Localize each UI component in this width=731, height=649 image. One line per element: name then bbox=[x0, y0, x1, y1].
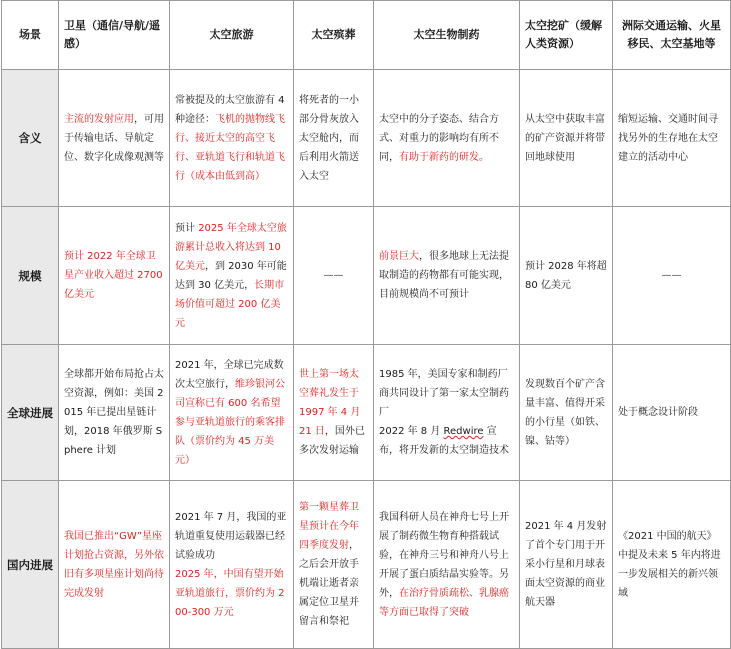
table-row-domestic bbox=[2, 481, 731, 649]
highlight-text: 世上第一场太空葬礼发生于 1997 年 4 月 21 日 bbox=[299, 369, 361, 437]
cell-global-burial bbox=[294, 345, 374, 481]
body-text: 2022 年 8 月 bbox=[379, 426, 444, 437]
highlight-text: 第一颗星葬卫星预计在今年四季度发射 bbox=[299, 502, 359, 551]
highlight-text: 在治疗骨质疏松、乳腺癌等方面已取得了突破 bbox=[379, 587, 509, 618]
cell-domestic-satellite: 我国已推出“GW”星座计划抢占资源，另外依旧有多项星座计划尚待完成发射 bbox=[59, 481, 170, 649]
header-burial: 太空殡葬 bbox=[294, 1, 374, 70]
body-text: 2021 年 7 月，我国的亚轨道重复使用运载器已经试验成功 bbox=[175, 511, 287, 561]
cell-meaning-tourism bbox=[170, 70, 294, 207]
cell-domestic-transport: 《2021 中国的航天》中提及未来 5 年内将进一步发展相关的新兴领域 bbox=[613, 481, 731, 649]
body-text: ，到 2030 年可能达到 30 亿美元， bbox=[175, 260, 287, 291]
cell-meaning-satellite bbox=[59, 70, 170, 207]
body-text: ，国外已多次发射运输 bbox=[299, 426, 365, 456]
highlight-text: 前景巨大 bbox=[379, 251, 419, 262]
body-text-line bbox=[379, 422, 514, 460]
body-text: 太空中的分子姿态、结合方式、对重力的影响均有所不同， bbox=[379, 113, 499, 163]
cell-meaning-mining: 从太空中获取丰富的矿产资源并将带回地球使用 bbox=[520, 70, 613, 207]
body-text: 宣布，将开发新的太空制造技术 bbox=[379, 426, 509, 456]
cell-domestic-burial bbox=[294, 481, 374, 649]
table-row-meaning bbox=[2, 70, 731, 207]
cell-scale-transport: —— bbox=[613, 207, 731, 345]
highlight-text: 飞机的抛物线飞行、接近太空的高空飞行、亚轨道飞行和轨道飞行（成本由低到高） bbox=[175, 113, 285, 182]
header-satellite: 卫星（通信/导航/遥感） bbox=[59, 1, 170, 70]
body-text: ，很多地球上无法提取制造的药物都有可能实现，目前规模尚不可预计 bbox=[379, 251, 509, 300]
header-scene: 场景 bbox=[2, 1, 59, 70]
cell-meaning-pharma bbox=[374, 70, 520, 207]
body-text: 1985 年，美国专家和制药厂商共同设计了第一家太空制药厂 bbox=[379, 369, 509, 418]
cell-domestic-mining: 2021 年 4 月发射了首个专门用于开采小行星和月球表面太空资源的商业航天器 bbox=[520, 481, 613, 649]
row-label-meaning: 含义 bbox=[2, 70, 59, 207]
row-label-scale: 规模 bbox=[2, 207, 59, 345]
cell-global-mining: 发现数百个矿产含量丰富、值得开采的小行星（如铁、镍、钴等） bbox=[520, 345, 613, 481]
highlight-text: 有助于新药的研发。 bbox=[399, 151, 489, 163]
cell-domestic-tourism bbox=[170, 481, 294, 649]
body-text: ，可用于传输电话、导航定位、数字化成像观测等 bbox=[64, 113, 164, 163]
cell-global-pharma bbox=[374, 345, 520, 481]
cell-scale-mining: 预计 2028 年将超 80 亿美元 bbox=[520, 207, 613, 345]
cell-domestic-pharma bbox=[374, 481, 520, 649]
highlight-text: 主流的发射应用 bbox=[64, 113, 134, 125]
cell-global-tourism bbox=[170, 345, 294, 481]
body-text: 预计 bbox=[175, 222, 199, 234]
cell-scale-tourism bbox=[170, 207, 294, 345]
row-label-global: 全球进展 bbox=[2, 345, 59, 481]
header-row bbox=[2, 1, 731, 70]
highlight-text: 长期市场价值可超过 200 亿美元 bbox=[175, 279, 285, 329]
cell-scale-pharma bbox=[374, 207, 520, 345]
cell-scale-burial: —— bbox=[294, 207, 374, 345]
highlight-text: 2025 年，中国有望开始亚轨道旅行，票价约为 200-300 万元 bbox=[175, 568, 285, 618]
cell-global-transport: 处于概念设计阶段 bbox=[613, 345, 731, 481]
body-text: 2021 年，全球已完成数次太空旅行， bbox=[175, 359, 284, 390]
body-text: 我国科研人员在神舟七号上开展了制药微生物育种搭载试验，在神舟三号和神舟八号上开展了蛋白质结晶实验等。另外， bbox=[379, 511, 509, 599]
company-name: Redwire bbox=[443, 426, 484, 437]
cell-meaning-transport: 缩短运输、交通时间寻找另外的生存地在太空建立的活动中心 bbox=[613, 70, 731, 207]
cell-meaning-burial: 将死者的一小部分骨灰放入太空舱内，而后利用火箭送入太空 bbox=[294, 70, 374, 207]
table-row-scale bbox=[2, 207, 731, 345]
body-text: ，之后会开放手机端让逝者亲属定位卫星并留言和祭祀 bbox=[299, 540, 359, 627]
header-transport: 洲际交通运输、火星移民、太空基地等 bbox=[613, 1, 731, 70]
header-pharma: 太空生物制药 bbox=[374, 1, 520, 70]
comparison-table bbox=[1, 0, 731, 649]
body-text: 常被提及的太空旅游有 4 种途径： bbox=[175, 94, 285, 125]
row-label-domestic: 国内进展 bbox=[2, 481, 59, 649]
highlight-text: 维珍银河公司宣称已有 600 名希望参与亚轨道旅行的乘客排队（票价约为 45 万美元） bbox=[175, 378, 285, 466]
header-mining: 太空挖矿（缓解人类资源） bbox=[520, 1, 613, 70]
table-row-global bbox=[2, 345, 731, 481]
highlight-text: 2025 年全球太空旅游累计总收入将达到 10 亿美元 bbox=[175, 222, 287, 272]
cell-global-satellite: 全球都开始布局抢占太空资源，例如：美国 2015 年已提出星链计划，2018 年俄罗斯 Sphere 计划 bbox=[59, 345, 170, 481]
header-tourism: 太空旅游 bbox=[170, 1, 294, 70]
cell-scale-satellite: 预计 2022 年全球卫星产业收入超过 2700 亿美元 bbox=[59, 207, 170, 345]
